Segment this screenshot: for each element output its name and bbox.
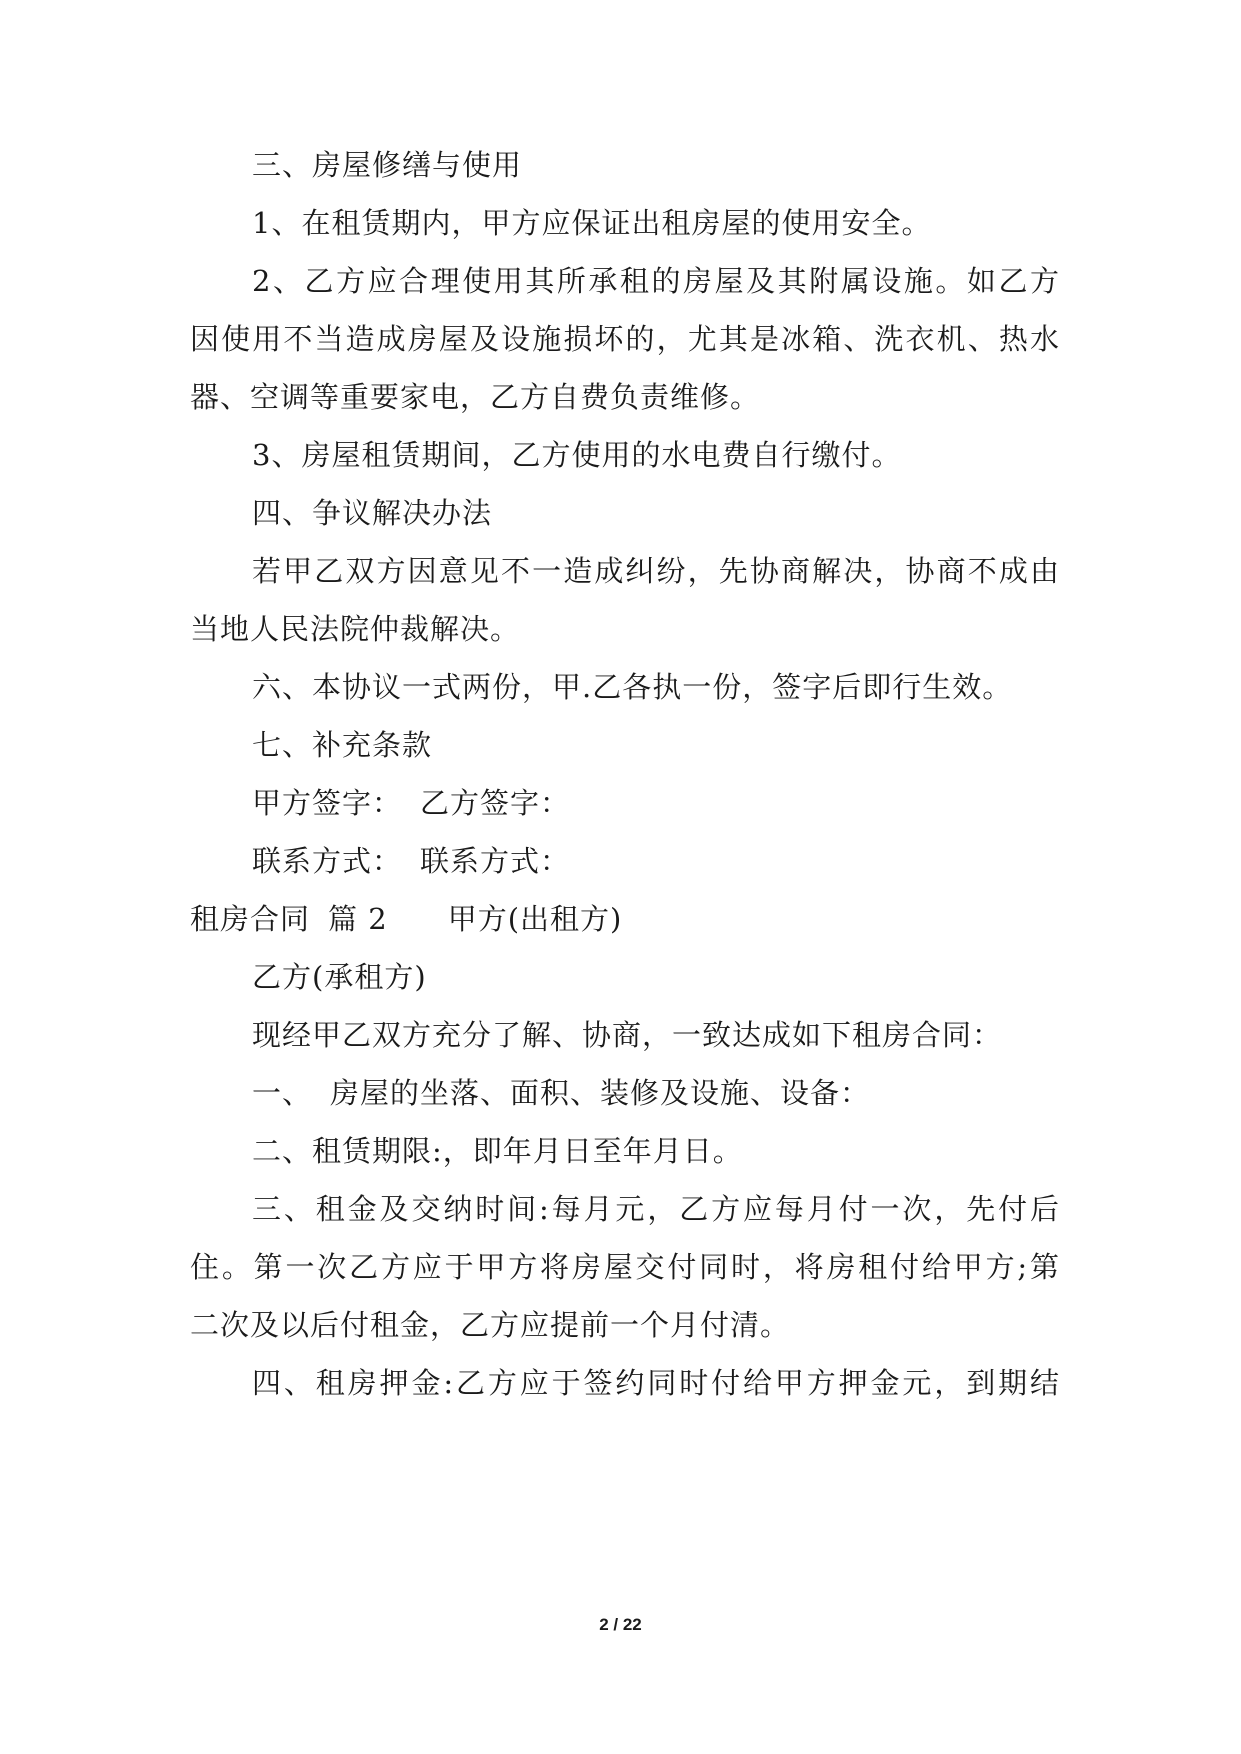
heading-supplementary-terms: 七、补充条款 (252, 728, 433, 762)
clause-number: 一、 (252, 1076, 313, 1110)
party-a-signature-label: 甲方签字： (252, 786, 403, 820)
contact-line (252, 841, 1060, 881)
party-b-contact-label: 联系方式： (420, 844, 571, 878)
party-a-contact-label: 联系方式： (252, 844, 403, 878)
paragraph-line: 若甲乙双方因意见不一造成纠纷，先协商解决，协商不成由 (252, 554, 1060, 588)
party-a-label: 甲方(出租方) (447, 902, 623, 936)
clause-line (252, 1073, 1060, 1113)
paragraph-line: 二、租赁期限:，即年月日至年月日。 (252, 1134, 743, 1168)
paragraph-line: 四、租房押金:乙方应于签约同时付给甲方押金元，到期结 (252, 1366, 1060, 1400)
section-title: 租房合同 (190, 902, 311, 936)
paragraph-line: 二次及以后付租金，乙方应提前一个月付清。 (190, 1308, 791, 1342)
paragraph-line: 3、房屋租赁期间，乙方使用的水电费自行缴付。 (252, 438, 902, 472)
paragraph-line: 当地人民法院仲裁解决。 (190, 612, 521, 646)
party-b-signature-label: 乙方签字： (420, 786, 571, 820)
paragraph-line: 住。第一次乙方应于甲方将房屋交付同时，将房租付给甲方;第 (190, 1250, 1060, 1284)
party-b-label: 乙方(承租方) (252, 960, 427, 994)
paragraph-line: 三、租金及交纳时间:每月元，乙方应每月付一次，先付后 (252, 1192, 1060, 1226)
section-heading (190, 899, 1060, 939)
heading-repair-and-use: 三、房屋修缮与使用 (252, 148, 523, 182)
paragraph-line: 现经甲乙双方充分了解、协商，一致达成如下租房合同： (252, 1018, 1003, 1052)
paragraph-line: 1、在租赁期内，甲方应保证出租房屋的使用安全。 (252, 206, 932, 240)
section-part: 篇 2 (328, 902, 388, 936)
paragraph-line: 器、空调等重要家电，乙方自费负责维修。 (190, 380, 761, 414)
paragraph-line: 2、乙方应合理使用其所承租的房屋及其附属设施。如乙方 (252, 264, 1060, 298)
paragraph-line: 因使用不当造成房屋及设施损坏的，尤其是冰箱、洗衣机、热水 (190, 322, 1060, 356)
clause-text: 房屋的坐落、面积、装修及设施、设备： (330, 1076, 871, 1110)
page-number: 2 / 22 (599, 1615, 642, 1634)
signature-line (252, 783, 1060, 823)
heading-dispute-resolution: 四、争议解决办法 (252, 496, 493, 530)
paragraph-line: 六、本协议一式两份，甲.乙各执一份，签字后即行生效。 (252, 670, 1013, 704)
